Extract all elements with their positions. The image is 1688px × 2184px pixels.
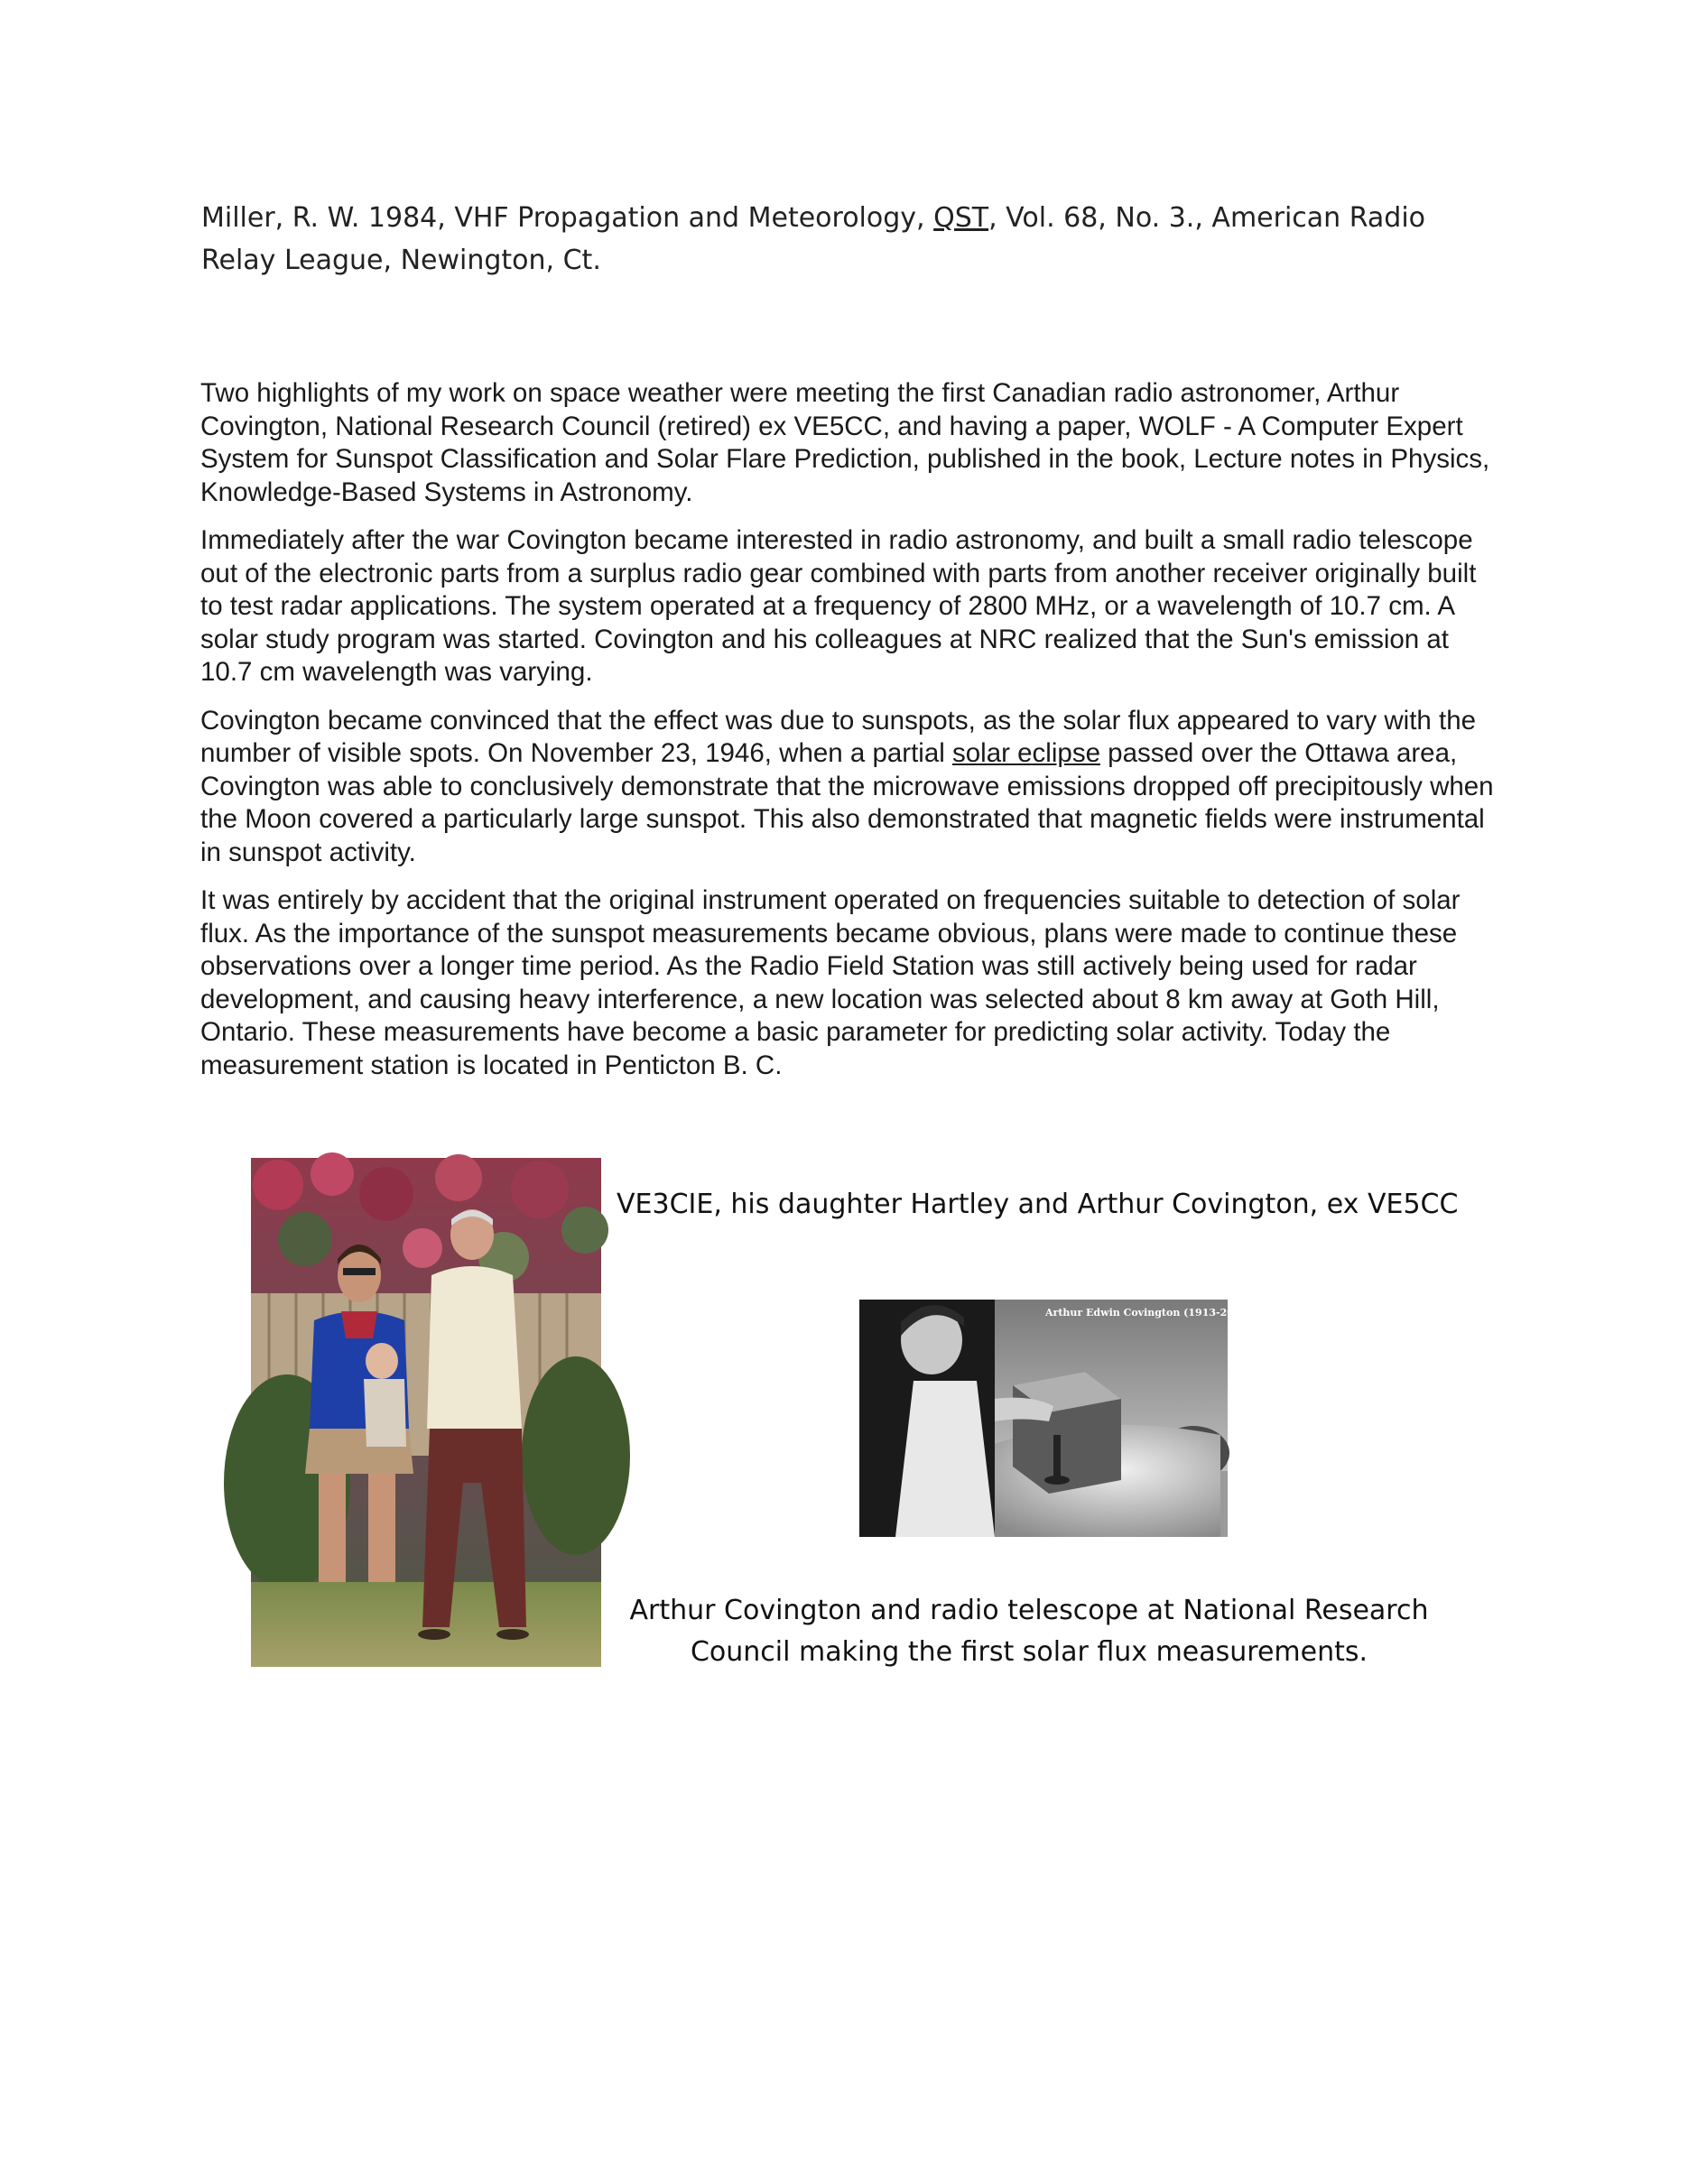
solar-eclipse-link[interactable]: solar eclipse (952, 738, 1100, 768)
journal-link[interactable]: QST (933, 202, 989, 234)
family-photo-illustration (251, 1158, 601, 1667)
telescope-photo-stamp: Arthur Edwin Covington (1913-2001) (1045, 1307, 1253, 1319)
paragraph-3 (200, 705, 1500, 870)
article-body (200, 377, 1500, 1097)
telescope-photo-caption (614, 1590, 1444, 1673)
telescope-caption-line-2: Council making the first solar flux measurements. (690, 1636, 1368, 1668)
paragraph-2: Immediately after the war Covington became interested in radio astronomy, and built a small radio telescope out of the electronic parts from a surplus radio gear combined with parts from another receiver originally built to test radar applications. The system operated at a frequency of 2800 MHz, or a wavelength of 10.7 cm. A solar study program was started. Covington and his colleagues at NRC realized that the Sun's emission at 10.7 cm wavelength was varying. (200, 525, 1477, 687)
paragraph-1: Two highlights of my work on space weather were meeting the first Canadian radio astronomer, Arthur Covington, National Research Council (retired) ex VE5CC, and having a paper, WOLF - A Computer Expert System for Sunspot Classification and Solar Flare Prediction, published in the book, Lecture notes in Physics, Knowledge-Based Systems in Astronomy. (200, 378, 1490, 507)
family-photo (251, 1158, 601, 1667)
telescope-caption-line-1: Arthur Covington and radio telescope at National Research (629, 1595, 1429, 1626)
family-photo-caption: VE3CIE, his daughter Hartley and Arthur Covington, ex VE5CC (617, 1189, 1459, 1220)
reference-citation (201, 197, 1501, 282)
telescope-photo (859, 1300, 1253, 1537)
paragraph-4: It was entirely by accident that the original instrument operated on frequencies suitable to detection of solar flux. As the importance of the sunspot measurements became obvious, plans were made to continue these observations over a longer time period. As the Radio Field Station was still actively being used for radar development, and causing heavy interference, a new location was selected about 8 km away at Goth Hill, Ontario. These measurements have become a basic parameter for predicting solar activity. Today the measurement station is located in Penticton B. C. (200, 885, 1461, 1080)
reference-text-end: , Vol. 68, No. 3., American Radio Relay League, Newington, Ct. (201, 202, 1426, 276)
telescope-photo-illustration (859, 1300, 1253, 1537)
paragraph-3-end: passed over the Ottawa area, Covington was able to conclusively demonstrate that the microwave emissions dropped off precipitously when the Moon covered a particularly large sunspot. This also demonstrated that magnetic fields were instrumental in sunspot activity. (200, 738, 1494, 867)
reference-text-start: Miller, R. W. 1984, VHF Propagation and Meteorology, (201, 202, 934, 234)
paragraph-3-start: Covington became convinced that the effect was due to sunspots, as the solar flux appeared to vary with the number of visible spots. On November 23, 1946, when a partial (200, 705, 1477, 768)
